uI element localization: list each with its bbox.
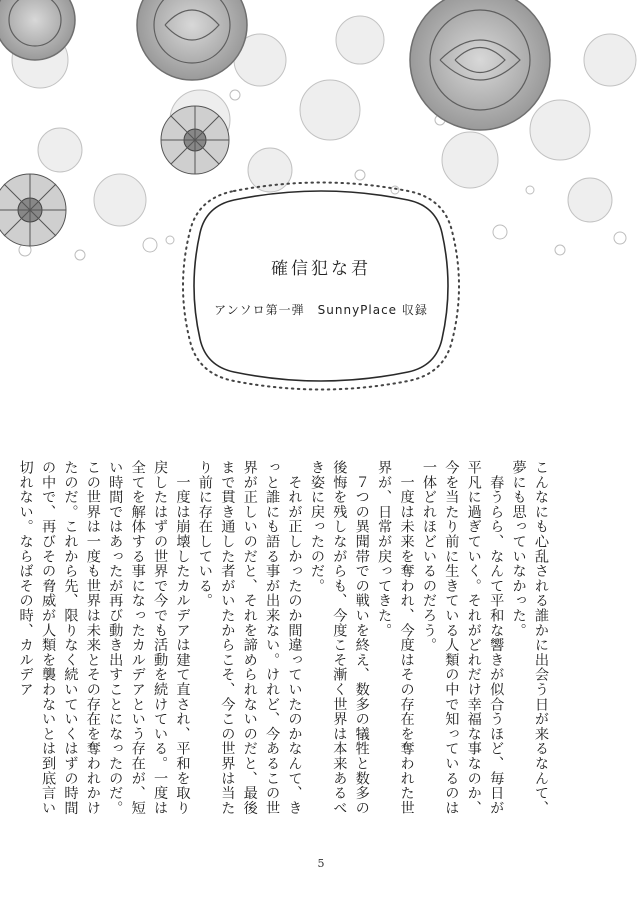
- paragraph: 一度は崩壊したカルデアは建て直され、平和を取り戻したはずの世界で今でも活動を続けている。一度は全てを解体する事になったカルデアという存在が、短い時間ではあったが再び動き出すことになったのだ。この世界は一度も世界は未来とその存在を奪われかけたのだ。これから先、限りなく続いていくはずの時間の中で、再びその脅威が人類を襲わないとは到底言い切れない。ならばその時、カルデア: [17, 460, 191, 816]
- title-frame: [174, 188, 468, 384]
- body-text: [17, 460, 552, 822]
- paragraph: 春うらら、なんて平和な響きが似合うほど、毎日が平凡に過ぎていく。それがどれだけ幸福な事なのか、今を当たり前に生きている人類の中で知っているのは一体どれほどいるのだろう。: [420, 460, 505, 816]
- paragraph: それが正しかったのか間違っていたのかなんて、きっと誰にも語る事が出来ない。けれど、今あるこの世界が正しいのだと、それを諦められないのだと、最後まで貫き通した者がいたからこそ、今この世界は当たり前に存在している。: [196, 460, 303, 816]
- paragraph: ７つの異聞帯での戦いを終え、数多の犠牲と数多の後悔を残しながらも、今度こそ漸く世界は本来あるべき姿に戻ったのだ。: [308, 460, 370, 816]
- story-title: 確信犯な君: [271, 259, 371, 279]
- story-subtitle: アンソロ第一弾 SunnyPlace 収録: [214, 303, 428, 317]
- ornamental-frame: [174, 188, 468, 384]
- paragraph: 一度は未来を奪われ、今度はその存在を奪われた世界が、日常が戻ってきた。: [376, 460, 415, 816]
- page-number: 5: [317, 857, 325, 870]
- paragraph: こんなにも心乱される誰かに出会う日が来るなんて、夢にも思っていなかった。: [510, 460, 549, 816]
